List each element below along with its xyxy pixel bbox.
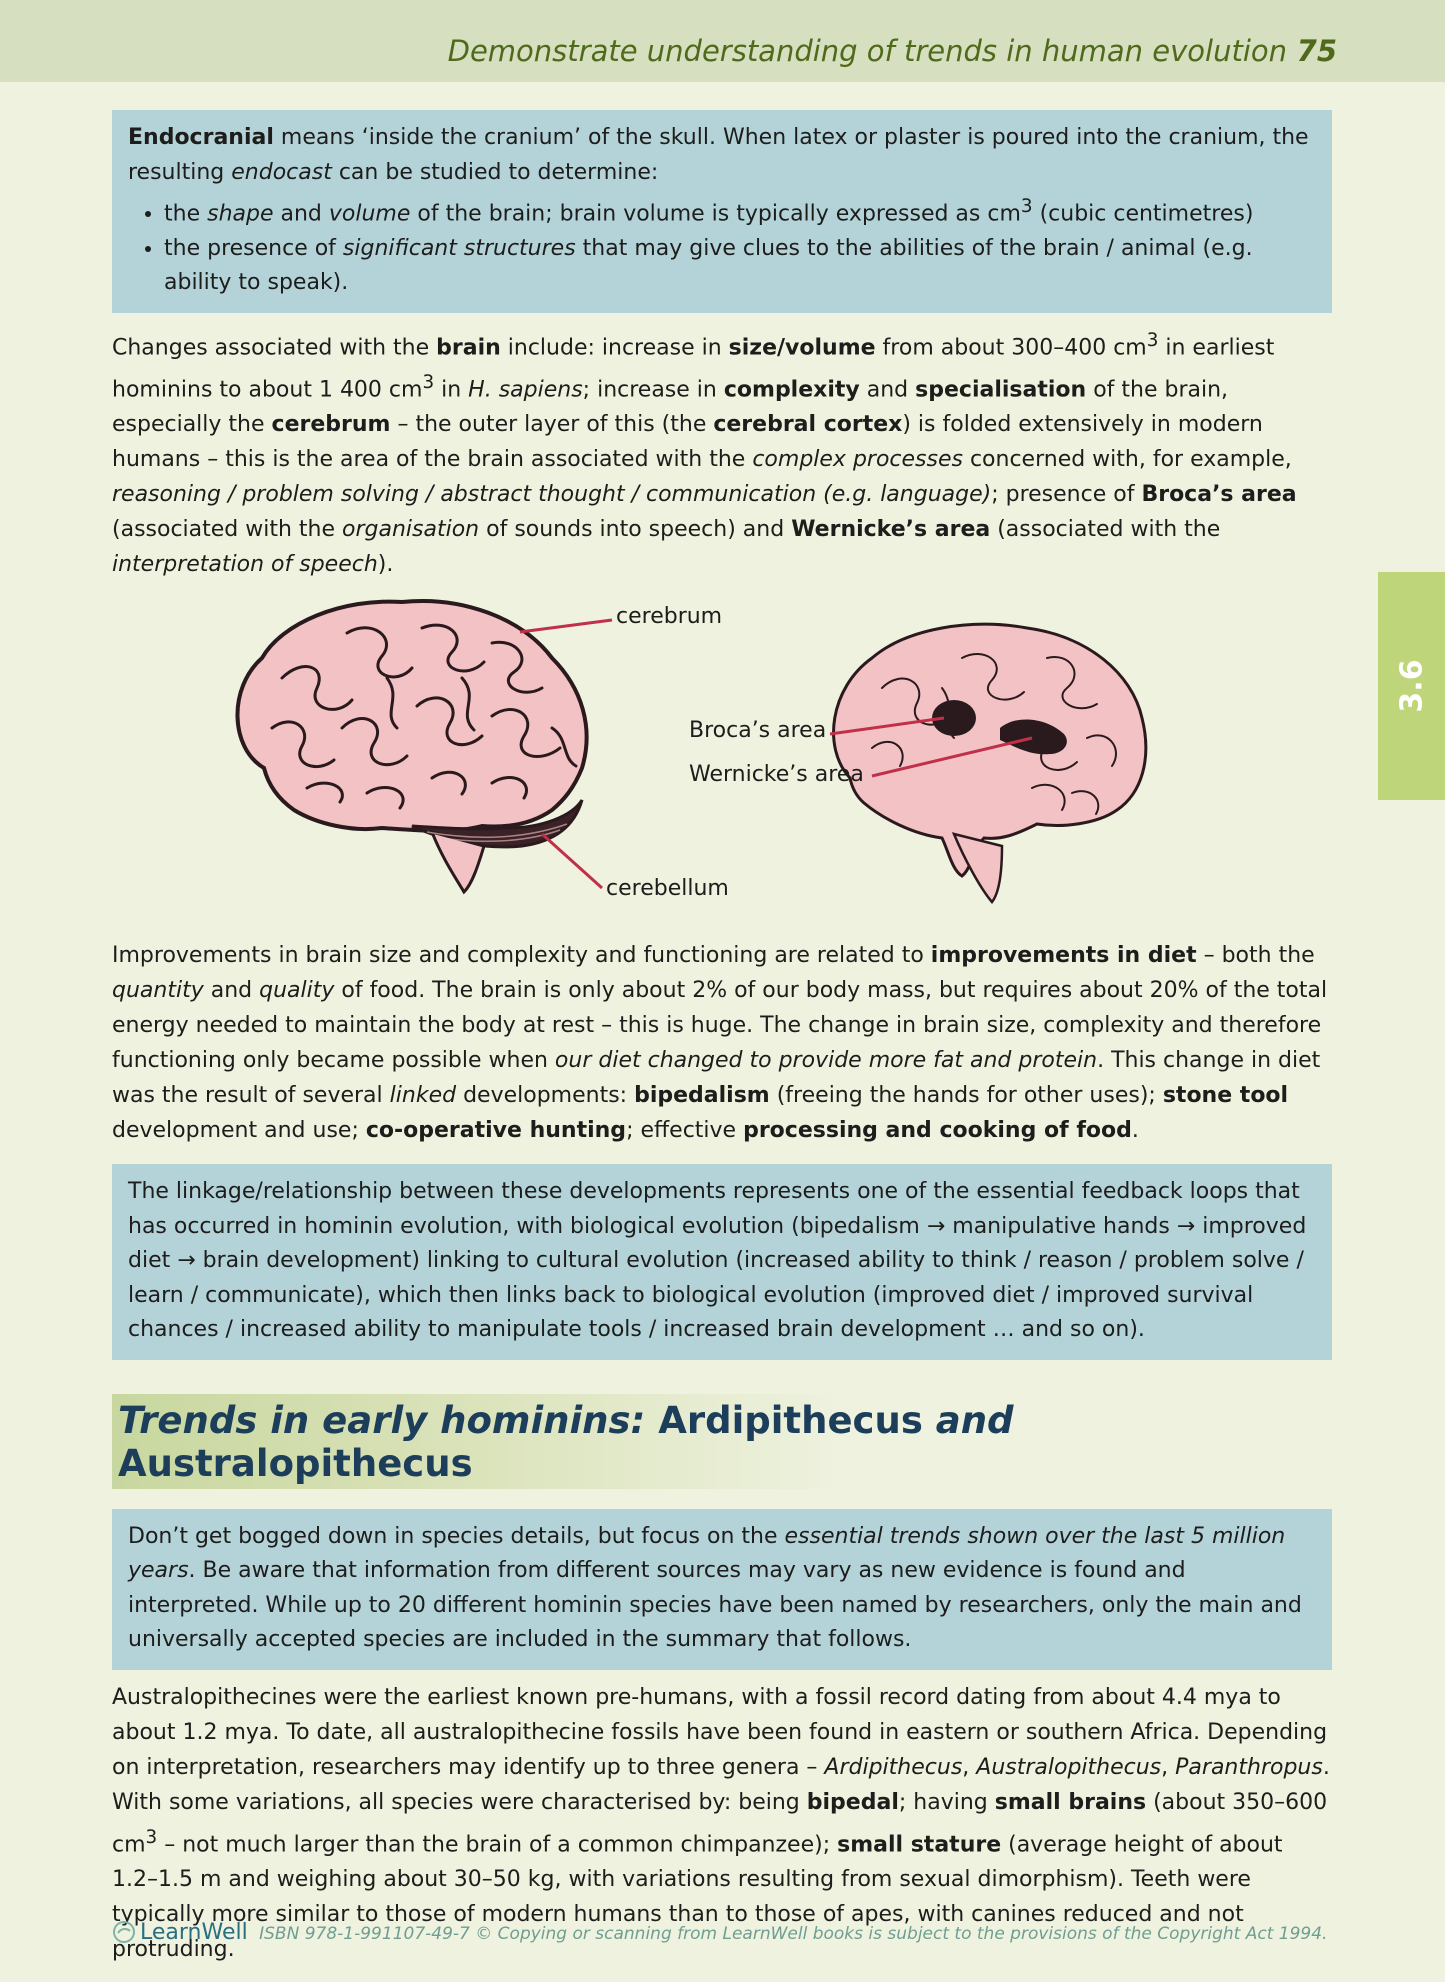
text: in earliest hominins to about 1 400 cm <box>112 335 1275 403</box>
brain-changes-paragraph <box>112 323 1332 583</box>
term-endocast: endocast <box>231 159 332 185</box>
text: . <box>1131 1118 1139 1144</box>
bold-term: Broca’s area <box>1141 482 1297 508</box>
cerebellum-leader-line <box>542 834 602 888</box>
bullet-item <box>164 190 1318 232</box>
brain-figure <box>112 588 1332 928</box>
text: the <box>164 201 208 227</box>
bold-term: size/volume <box>728 335 876 361</box>
text: . Be aware that information from different sources may vary as new evidence is found and interpreted. While up to 20 different hominin species have been named by researchers, only the main and universally accepted species are included in the summary that follows. <box>128 1558 1302 1653</box>
text: of food. The brain is only about 2% of our body mass, but requires about 20% of the total energy needed to maintain the body at rest – this is huge. The change in brain size, complexity and therefore functioning only became possible when <box>112 978 1328 1074</box>
brand-name: LearnWell <box>140 1920 248 1945</box>
text: , <box>1161 1754 1176 1780</box>
text: ; effective <box>626 1118 744 1144</box>
text: (freeing the hands for other uses); <box>769 1083 1163 1109</box>
species-name: H. sapiens <box>468 377 583 403</box>
text: in <box>434 377 469 403</box>
superscript: 3 <box>1020 196 1033 217</box>
bold-term: bipedalism <box>634 1083 770 1109</box>
italic-term: essential trends shown over the last 5 million years <box>128 1523 1286 1584</box>
label-broca: Broca’s area <box>689 718 827 744</box>
text: ; having <box>898 1789 995 1815</box>
chapter-tab <box>1378 572 1445 800</box>
text: concerned with, for example, <box>962 447 1292 473</box>
label-wernicke: Wernicke’s area <box>689 762 864 788</box>
bold-term: cerebral cortex <box>713 412 903 438</box>
italic-term: complex processes <box>752 447 963 473</box>
text: and <box>273 201 329 227</box>
text: the presence of <box>164 235 343 261</box>
text: – not much larger than the brain of a common chimpanzee); <box>157 1832 838 1858</box>
label-cerebrum: cerebrum <box>616 604 723 630</box>
text: – the outer layer of this (the <box>390 412 714 438</box>
text: Changes associated with the <box>112 335 437 361</box>
learnwell-logo-icon <box>112 1920 136 1944</box>
text: ). <box>377 552 394 578</box>
text: (associated with the <box>112 517 343 543</box>
running-header <box>0 0 1445 82</box>
endocranial-box <box>112 110 1332 313</box>
text: can be studied to determine: <box>331 159 659 185</box>
bold-term: processing and cooking of food <box>743 1118 1132 1144</box>
genus-name: Ardipithecus <box>824 1754 963 1780</box>
text: Australopithecines were the earliest known pre-humans, with a fossil record dating from about 4.4 mya to about 1.2 mya. To date, all australopithecine fossils have been found in eastern or southern Africa. Depending on interpretation, researchers may identify up to three genera – <box>112 1684 1328 1780</box>
text: developments: <box>456 1083 635 1109</box>
bold-term: small brains <box>994 1789 1147 1815</box>
text: and <box>859 377 916 403</box>
superscript: 3 <box>422 372 435 394</box>
text: . This change in diet was the result of several <box>112 1048 1321 1109</box>
bold-term: specialisation <box>915 377 1087 403</box>
em-significant-structures: significant structures <box>342 235 576 261</box>
heading-part: Ardipithecus <box>645 1398 936 1442</box>
italic-term: quantity <box>112 978 204 1004</box>
heading-part: Australopithecus <box>118 1441 473 1485</box>
text: of the brain; brain volume is typically expressed as cm <box>410 201 1021 227</box>
em-volume: volume <box>328 201 411 227</box>
text: – both the <box>1196 943 1315 969</box>
text: development and use; <box>112 1118 366 1144</box>
text: (cubic centimetres) <box>1032 201 1254 227</box>
isbn: ISBN 978-1-991107-49-7 <box>259 1924 470 1944</box>
italic-term: quality <box>259 978 335 1004</box>
section-heading <box>112 1394 1332 1489</box>
heading-part: and <box>935 1398 1014 1442</box>
text: (average height of about 1.2–1.5 m and weighing about 30–50 kg, with variations resulting from sexual dimorphism). Teeth were typically more similar to those of modern humans than to those of apes, with canines reduced and not protruding. <box>112 1832 1283 1963</box>
feedback-loop-box <box>112 1164 1332 1360</box>
italic-term: reasoning / problem solving / abstract thought / communication (e.g. language) <box>112 482 992 508</box>
italic-term: linked <box>389 1083 457 1109</box>
text: (about 350–600 cm <box>112 1789 1328 1858</box>
genus-name: Australopithecus <box>976 1754 1162 1780</box>
page-number: 75 <box>1296 34 1337 68</box>
page-content <box>112 110 1332 1967</box>
text: , <box>962 1754 977 1780</box>
text: of the brain, especially the <box>112 377 1229 438</box>
text: ; increase in <box>582 377 724 403</box>
feedback-loop-text: The linkage/relationship between these developments represents one of the essential feedback loops that has occurred in hominin evolution, with biological evolution (bipedalism → manipulative hands → improved diet → brain development) linking to cultural evolution (increased ability to think / reason / problem solve / learn / communicate), which then links back to biological evolution (improved diet / improved survival chances / increased ability to manipulate tools / increased brain development … and so on). <box>128 1179 1307 1343</box>
internal-brain-illustration <box>834 625 1146 903</box>
bold-term: Wernicke’s area <box>791 517 991 543</box>
bold-term: complexity <box>723 377 860 403</box>
bold-term: co-operative hunting <box>365 1118 627 1144</box>
italic-term: our diet changed to provide more fat and protein <box>554 1048 1098 1074</box>
text: from about 300–400 cm <box>875 335 1147 361</box>
text: Don’t get bogged down in species details, but focus on the <box>128 1523 785 1549</box>
superscript: 3 <box>145 1826 158 1848</box>
bold-term: improvements in diet <box>930 943 1197 969</box>
genus-name: Paranthropus <box>1175 1754 1323 1780</box>
heading-part: Trends in early hominins: <box>118 1398 646 1442</box>
label-cerebellum: cerebellum <box>606 876 729 902</box>
internal-brain-outline <box>834 625 1146 877</box>
superscript: 3 <box>1146 329 1159 351</box>
text: ; presence of <box>991 482 1142 508</box>
italic-term: interpretation of speech <box>112 552 378 578</box>
external-brain-illustration <box>237 602 586 893</box>
term-endocranial: Endocranial <box>128 125 274 150</box>
copyright-notice: © Copying or scanning from LearnWell books is subject to the provisions of the Copyright Act 1994. <box>475 1924 1328 1944</box>
text: include: increase in <box>500 335 729 361</box>
bold-term: small stature <box>837 1832 1002 1858</box>
chapter-tab-label: 3.6 <box>1394 659 1429 713</box>
text: ) is folded extensively in modern humans – this is the area of the brain associated with the <box>112 412 1263 473</box>
advice-box <box>112 1509 1332 1670</box>
bold-term: brain <box>436 335 501 361</box>
text: and <box>203 978 260 1004</box>
em-shape: shape <box>207 201 274 227</box>
text: of sounds into speech) and <box>479 517 792 543</box>
italic-term: organisation <box>342 517 480 543</box>
cerebrum-leader-line <box>520 620 612 632</box>
endocranial-intro <box>128 121 1318 190</box>
page-footer <box>112 1920 1332 1945</box>
running-title: Demonstrate understanding of trends in human evolution <box>447 34 1287 68</box>
diet-paragraph <box>112 938 1332 1148</box>
text: means ‘inside the cranium’ of the skull. When latex or plaster is poured into the cranium, the resulting <box>128 125 1309 185</box>
text: . With some variations, all species were characterised by: being <box>112 1754 1330 1815</box>
bold-term: cerebrum <box>271 412 391 438</box>
bullet-item <box>164 232 1318 301</box>
external-brain-outline <box>237 602 586 832</box>
text: (associated with the <box>990 517 1221 543</box>
endocast-bullet-list <box>128 190 1318 301</box>
text: Improvements in brain size and complexity and functioning are related to <box>112 943 931 969</box>
bold-term: bipedal <box>806 1789 899 1815</box>
text: that may give clues to the abilities of the brain / animal (e.g. ability to speak). <box>164 235 1253 296</box>
bold-term: stone tool <box>1162 1083 1289 1109</box>
